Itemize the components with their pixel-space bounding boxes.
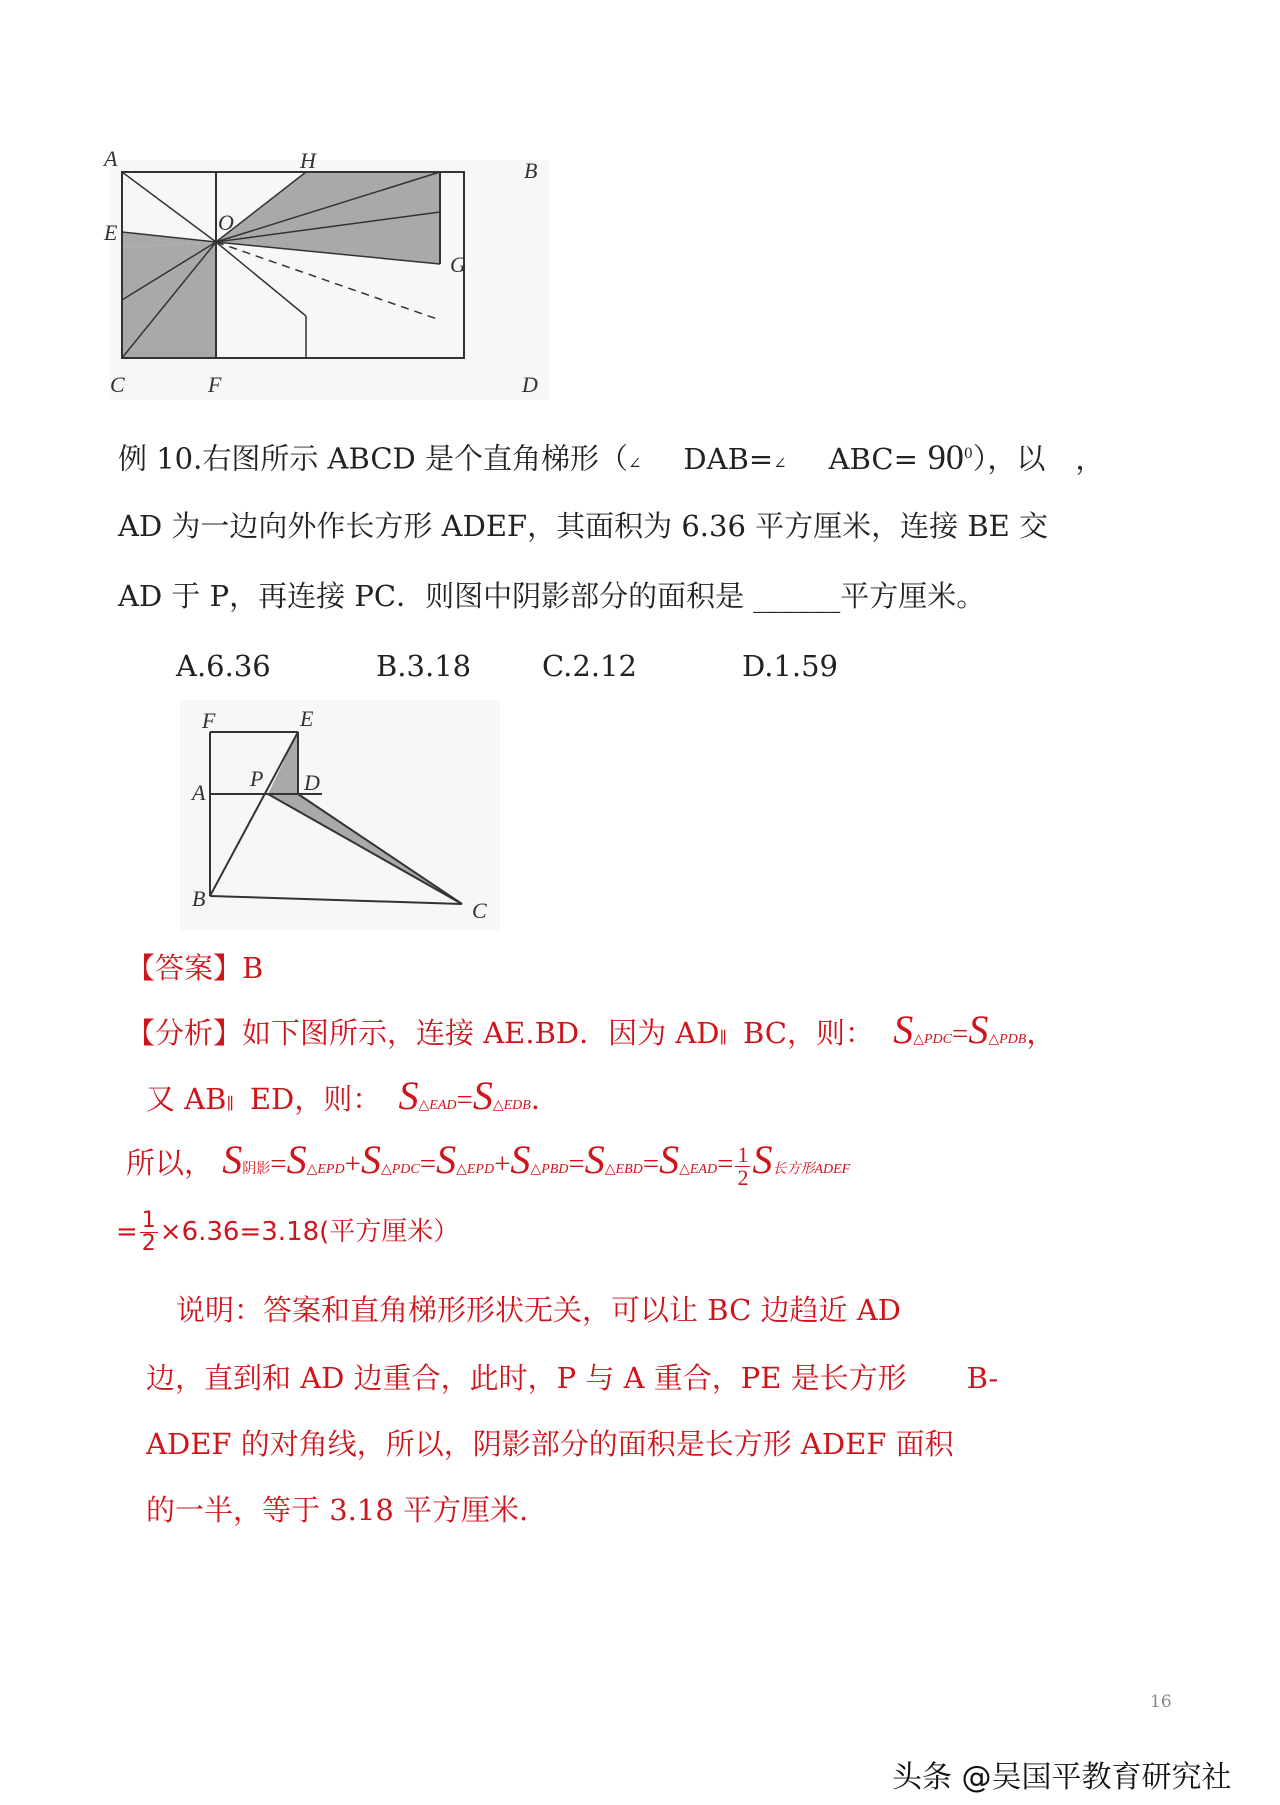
equals: =	[270, 1148, 287, 1180]
figure-trapezoid-diagram	[180, 700, 500, 930]
explain-line-2	[146, 1358, 998, 1398]
label-a: A	[104, 146, 118, 171]
s-symbol: S	[360, 1137, 381, 1182]
equals: =	[642, 1148, 660, 1180]
s-symbol: S	[286, 1137, 307, 1182]
subscript: △PBD	[530, 1162, 569, 1177]
s-symbol: S	[584, 1137, 605, 1182]
parallel-symbol: ∥	[226, 1094, 234, 1113]
label-c: C	[110, 372, 125, 397]
option-a: A.6.36	[176, 649, 271, 683]
label-c: C	[472, 898, 487, 923]
parallel-symbol: ∥	[719, 1028, 727, 1047]
period: ．	[530, 1084, 560, 1116]
comma: ，	[1075, 441, 1105, 476]
subscript: △EAD	[679, 1162, 718, 1177]
analysis-tag: 【分析】	[126, 1016, 243, 1050]
explain-line-3: ADEF 的对角线，所以，阴影部分的面积是长方形 ADEF 面积	[146, 1427, 954, 1461]
label-g: G	[450, 252, 466, 277]
degree-sup: 0	[963, 446, 973, 462]
equals: =	[717, 1148, 734, 1180]
answer-line	[126, 948, 263, 988]
equals: =	[568, 1148, 585, 1180]
s-symbol: S	[893, 1007, 914, 1052]
analysis-line-4	[116, 1210, 459, 1270]
subscript: △EAD	[418, 1098, 457, 1113]
fraction-half	[735, 1141, 750, 1190]
s-symbol: S	[222, 1137, 243, 1182]
fraction-denominator: 2	[141, 1231, 156, 1256]
label-p: P	[250, 766, 264, 791]
page-number: 16	[1150, 1692, 1172, 1712]
s-symbol: S	[398, 1073, 419, 1118]
subscript: △PDC	[380, 1162, 420, 1177]
angle-abc: ABC=	[828, 441, 918, 476]
angle-symbol: ∠	[628, 453, 642, 473]
angle-value: 90	[927, 436, 964, 477]
analysis-text: 又 AB	[146, 1082, 227, 1116]
label-d: D	[522, 372, 538, 397]
analysis-line-2	[146, 1073, 560, 1126]
angle-symbol: ∠	[773, 453, 787, 473]
problem-text: ），以	[972, 441, 1046, 476]
explain-line-1: 说明：答案和直角梯形形状无关，可以让 BC 边趋近 AD	[176, 1293, 901, 1327]
s-symbol: S	[968, 1007, 989, 1052]
label-h: H	[300, 148, 316, 173]
label-e: E	[104, 220, 118, 245]
label-o: O	[218, 210, 234, 235]
subscript: 阴影	[242, 1162, 271, 1177]
analysis-line-1	[126, 1007, 1056, 1060]
answer-tag: 【答案】	[126, 951, 243, 985]
problem-line-2: AD 为一边向外作长方形 ADEF，其面积为 6.36 平方厘米，连接 BE 交	[118, 509, 1049, 543]
option-b: B.3.18	[376, 649, 472, 683]
analysis-text: ED，则：	[249, 1082, 382, 1116]
label-a: A	[192, 780, 206, 805]
problem-line-1	[118, 434, 1104, 484]
fraction-half	[140, 1210, 158, 1255]
problem-line-3: AD 于 P，再连接 PC．则图中阴影部分的面积是 ______平方厘米。	[118, 579, 986, 613]
equals: =	[456, 1084, 473, 1116]
subscript: △EDB	[492, 1098, 531, 1113]
formula-shade-chain	[222, 1137, 851, 1190]
label-d: D	[304, 770, 320, 795]
subscript: △EBD	[604, 1162, 643, 1177]
comma: ，	[1026, 1018, 1056, 1050]
label-f: F	[208, 372, 222, 397]
s-symbol: S	[659, 1137, 680, 1182]
s-symbol: S	[436, 1137, 457, 1182]
label-b: B	[192, 886, 206, 911]
problem-text: 例 10.右图所示 ABCD 是个直角梯形（	[118, 441, 629, 476]
formula-pdc-eq-pdb	[893, 1007, 1056, 1052]
analysis-text: 如下图所示，连接 AE.BD．因为 AD	[242, 1016, 720, 1050]
equals: =	[116, 1217, 138, 1247]
fraction-denominator: 2	[737, 1164, 749, 1190]
answer-value: B	[242, 951, 264, 985]
watermark: 头条 @吴国平教育研究社	[892, 1760, 1232, 1795]
explain-text: B-	[966, 1361, 999, 1395]
figure-rectangle-diagram	[104, 146, 550, 400]
subscript: △EPD	[456, 1162, 495, 1177]
subscript: △PDC	[913, 1032, 952, 1047]
s-symbol: S	[510, 1137, 531, 1182]
s-symbol: S	[752, 1137, 773, 1182]
explain-line-4: 的一半，等于 3.18 平方厘米.	[146, 1493, 529, 1527]
subscript: △EPD	[306, 1162, 345, 1177]
plus: +	[494, 1148, 511, 1180]
equals: =	[419, 1148, 437, 1180]
angle-dab: DAB=	[683, 441, 774, 476]
label-e: E	[300, 706, 314, 731]
explain-text: 边，直到和 AD 边重合，此时，P 与 A 重合，PE 是长方形	[146, 1361, 907, 1395]
analysis-text: BC，则：	[742, 1016, 874, 1050]
option-d: D.1.59	[742, 649, 839, 683]
s-symbol: S	[472, 1073, 493, 1118]
equals: =	[951, 1018, 969, 1050]
fraction-numerator: 1	[737, 1141, 749, 1167]
formula-ead-eq-edb	[398, 1073, 560, 1118]
analysis-result: ×6.36=3.18(平方厘米）	[159, 1217, 460, 1247]
analysis-line-3	[126, 1137, 851, 1200]
label-f: F	[202, 708, 216, 733]
label-b: B	[524, 158, 538, 183]
option-c: C.2.12	[542, 649, 637, 683]
analysis-text: 所以，	[126, 1146, 214, 1180]
subscript: 长方形ADEF	[772, 1162, 851, 1177]
fraction-numerator: 1	[141, 1208, 156, 1233]
subscript: △PDB	[988, 1032, 1027, 1047]
plus: +	[344, 1148, 361, 1180]
